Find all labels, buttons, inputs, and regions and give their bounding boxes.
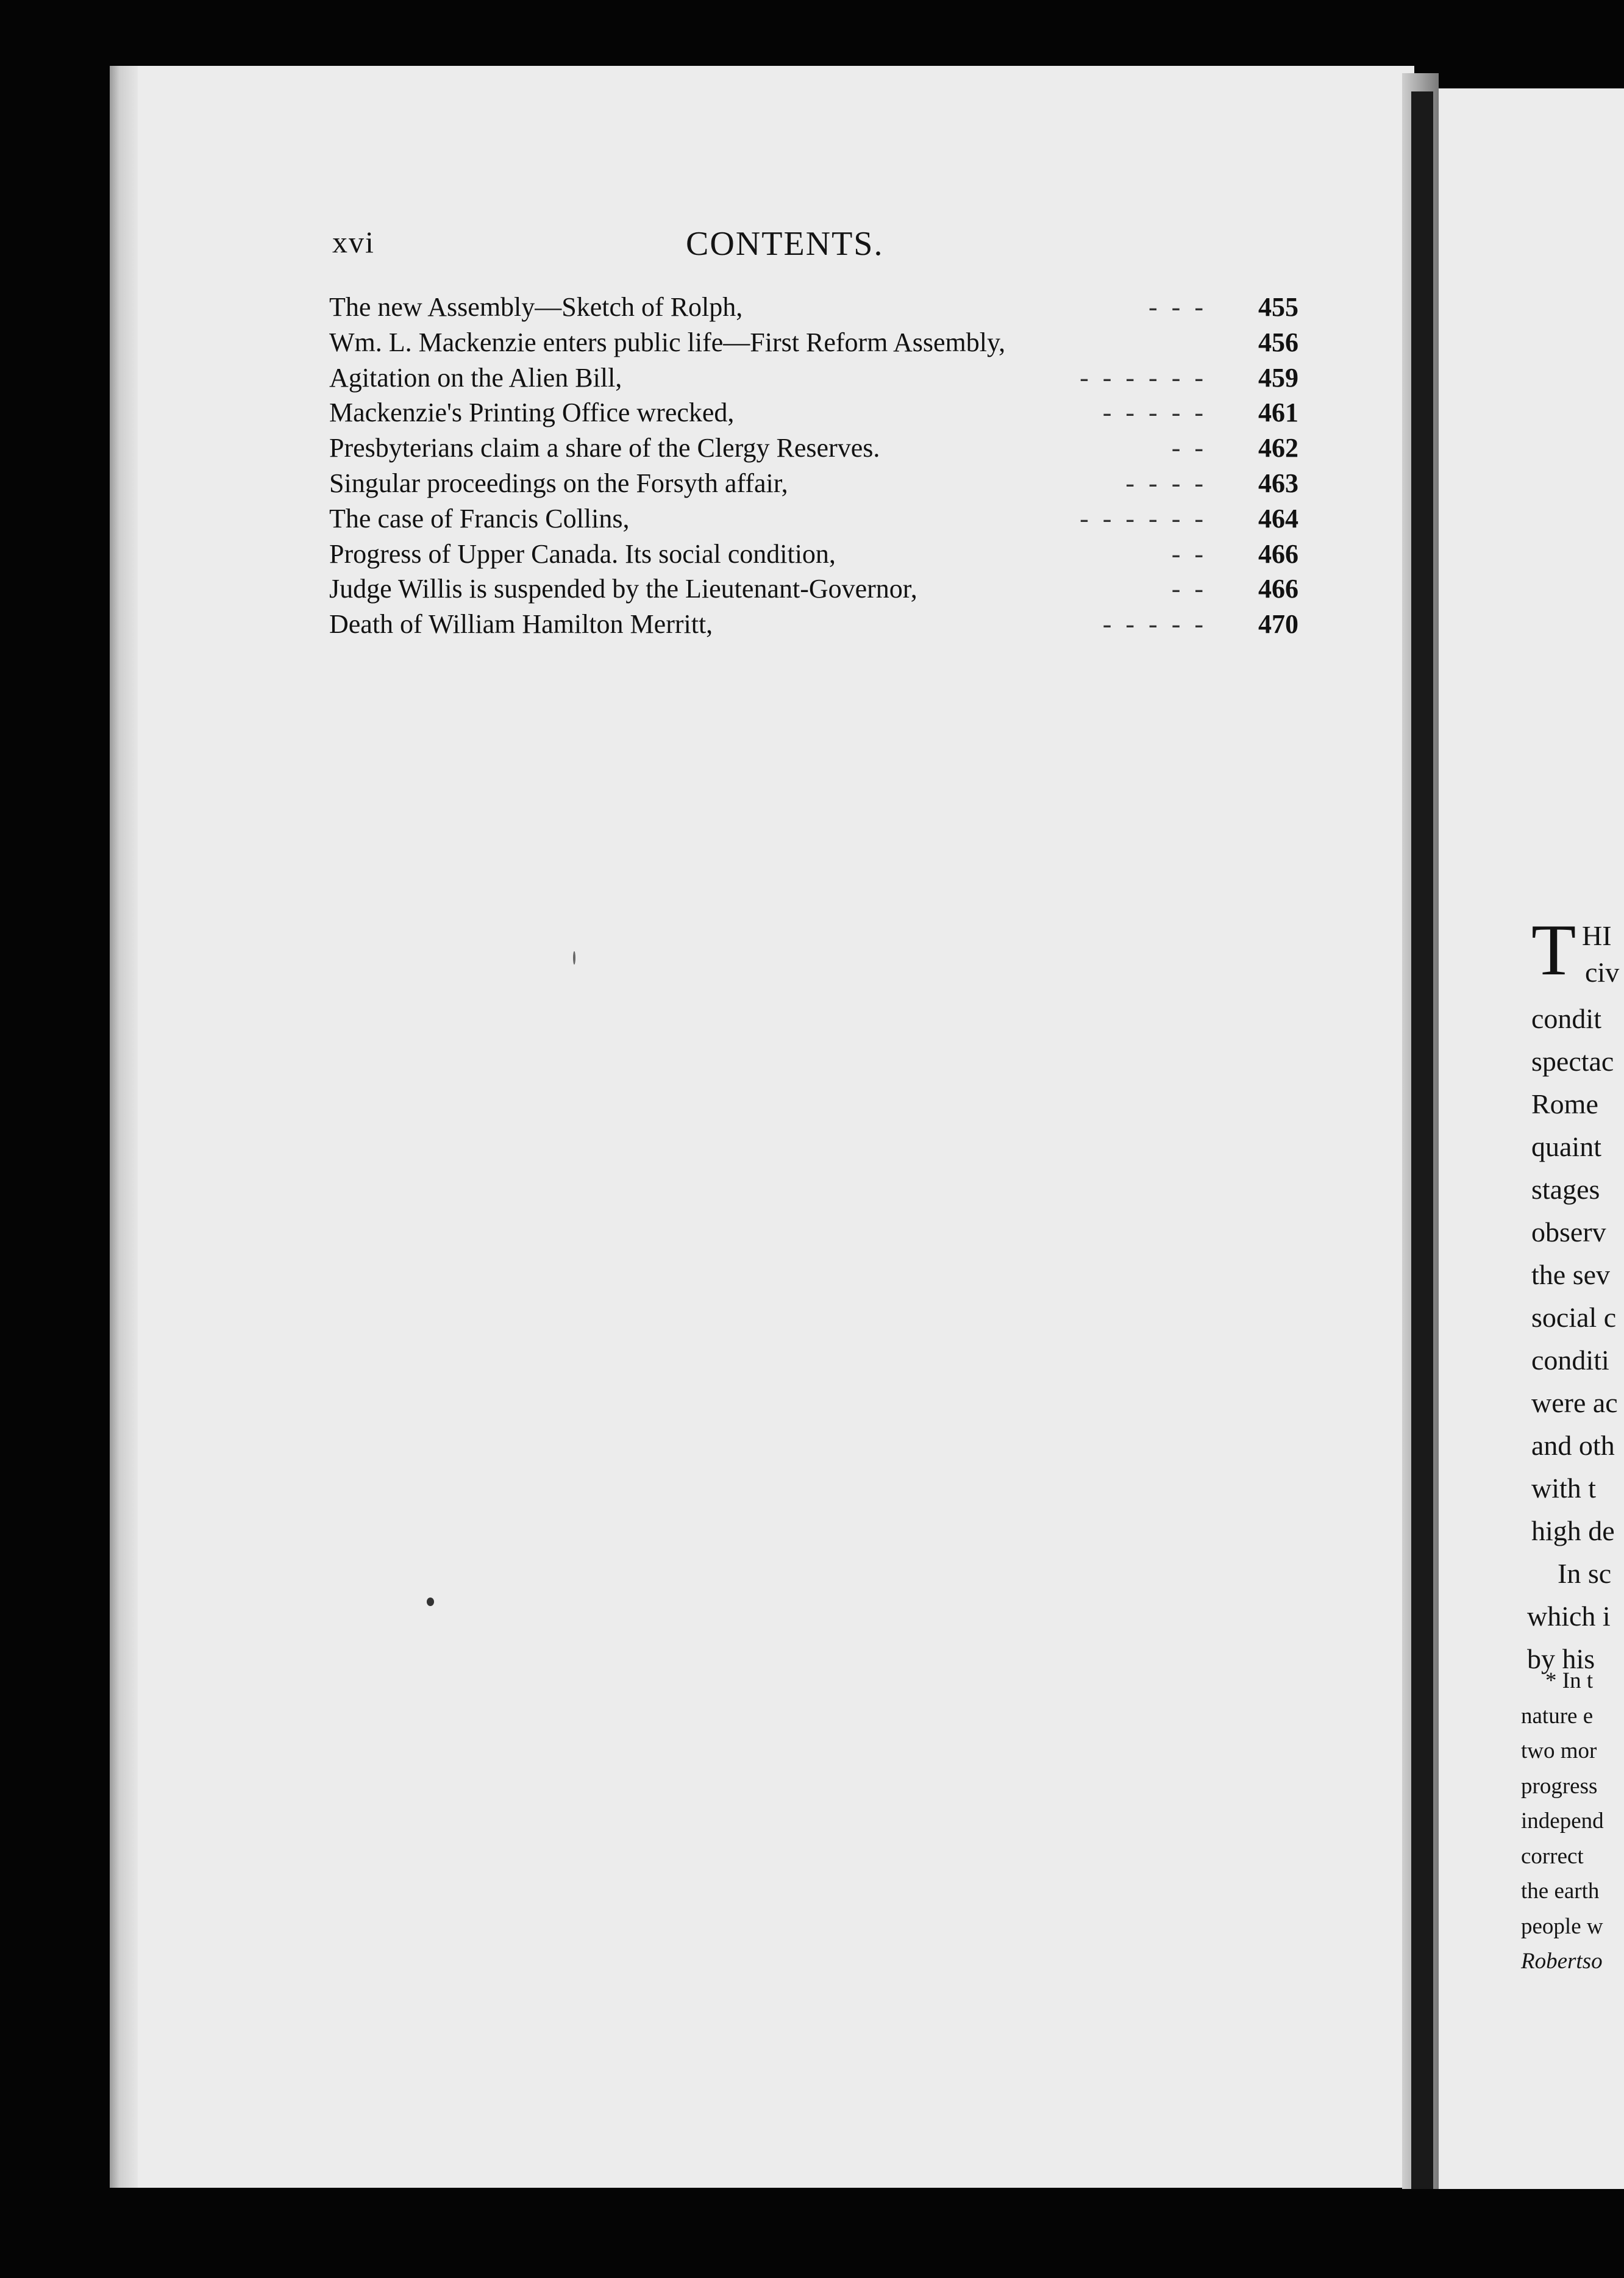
toc-entry-page: 466 [1258,574,1298,604]
toc-entry-leaders: - - - [1149,292,1207,322]
page-heading: CONTENTS. [686,225,884,263]
toc-entry-title: Progress of Upper Canada. Its social condition, [329,538,836,569]
toc-entry-title: Presbyterians claim a share of the Clergy Reserves. [329,433,880,463]
toc-entry-page: 456 [1258,327,1298,357]
toc-entry-title: Wm. L. Mackenzie enters public life—First Reform Assembly, [329,327,1006,357]
toc-entry-title: Mackenzie's Printing Office wrecked, [329,398,735,428]
body-line: and oth [1531,1430,1615,1461]
footnote-line: correct [1521,1843,1584,1869]
toc-entry-page: 455 [1258,292,1298,322]
body-line: the sev [1531,1259,1611,1290]
toc-entry-page: 466 [1258,538,1298,569]
footnote-line: people w [1521,1913,1603,1939]
footnote-line: independ [1521,1808,1604,1833]
toc-entry-page: 463 [1258,468,1298,498]
toc-entry [329,609,1298,644]
book-gutter [1411,91,1433,2189]
drop-cap-continuation: HI [1582,920,1612,951]
left-page-edge [110,66,138,2188]
body-line: by his [1527,1643,1595,1674]
toc-entry-title: Death of William Hamilton Merritt, [329,609,713,640]
toc-entry-page: 461 [1258,398,1298,428]
body-line: In sc [1558,1558,1612,1589]
toc-entry [329,538,1298,574]
body-line: which i [1527,1601,1611,1632]
toc-entry [329,468,1298,503]
body-line: high de [1531,1515,1615,1546]
running-head [332,224,1320,273]
body-line: with t [1531,1473,1597,1504]
ink-speck [573,951,575,965]
footnote-line: Robertso [1521,1949,1603,1974]
toc-entry [329,432,1298,468]
body-line: conditi [1531,1344,1609,1376]
toc-entry [329,503,1298,538]
toc-entry-leaders: - - - - - [1102,609,1207,640]
toc-entry-title: The case of Francis Collins, [329,503,630,534]
toc-entry-leaders: - - - - - [1102,398,1207,428]
toc-entry-leaders: - - - - - - [1080,503,1207,534]
toc-entry-title: Singular proceedings on the Forsyth affair, [329,468,788,498]
body-line: observ [1531,1216,1606,1248]
toc-entry-page: 462 [1258,433,1298,463]
toc-entry-title: The new Assembly—Sketch of Rolph, [329,292,743,322]
toc-entry-title: Agitation on the Alien Bill, [329,362,622,393]
body-line: stages [1531,1174,1600,1205]
footnote-line: the earth [1521,1879,1600,1904]
toc-entry [329,397,1298,432]
toc-entry-leaders: - - [1171,538,1207,569]
ink-speck [427,1598,434,1606]
toc-entry [329,573,1298,609]
toc-entry-title: Judge Willis is suspended by the Lieutenant-Governor, [329,574,917,604]
body-line: spectac [1531,1046,1614,1077]
footnote-line: * In t [1545,1668,1594,1693]
toc-entry-page: 470 [1258,609,1298,640]
body-line: quaint [1531,1131,1601,1162]
toc-entry-leaders: - - - - [1125,468,1207,498]
body-line: were ac [1531,1387,1618,1418]
toc-entry-leaders: - - - - - - [1080,362,1207,393]
body-line: social c [1531,1302,1617,1333]
toc-entry-page: 464 [1258,503,1298,534]
footnote-line: two mor [1521,1738,1597,1763]
toc-entry-leaders: - - [1171,574,1207,604]
toc-entry-page: 459 [1258,362,1298,393]
toc-entry-leaders: - - [1171,433,1207,463]
drop-cap: T [1531,909,1576,990]
table-of-contents [329,291,1298,644]
body-line: Rome [1531,1088,1598,1119]
toc-entry [329,362,1298,398]
footnote-line: nature e [1521,1703,1594,1729]
toc-entry [329,327,1298,362]
page-number: xvi [332,225,375,259]
footnote-line: progress [1521,1773,1598,1799]
toc-entry [329,291,1298,327]
body-line: condit [1531,1003,1601,1034]
body-line: civ [1585,957,1620,988]
